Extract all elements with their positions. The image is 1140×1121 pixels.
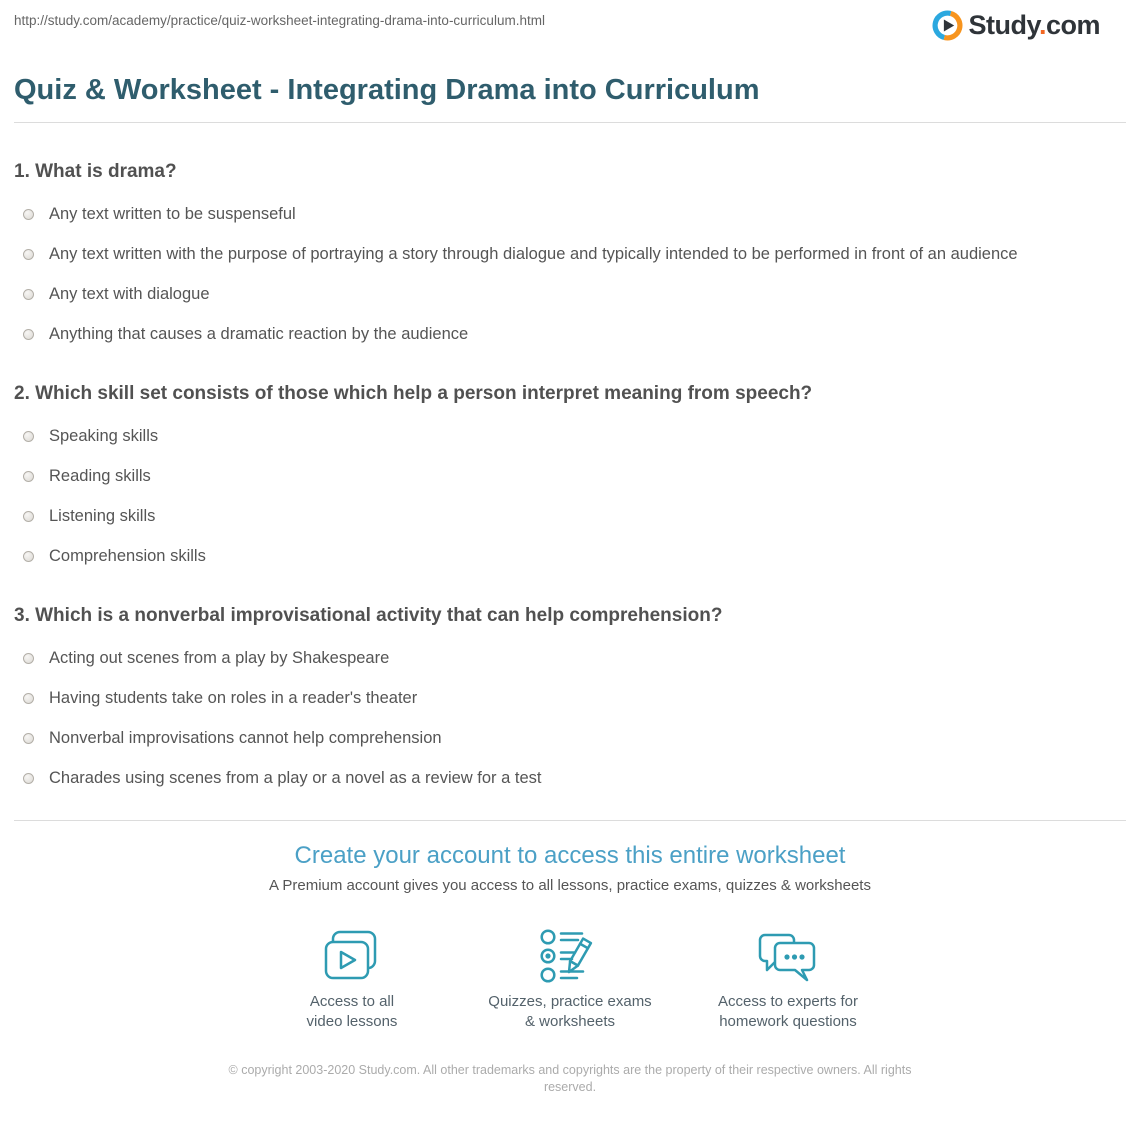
create-account-link[interactable]: Create your account to access this entire worksheet bbox=[294, 842, 846, 869]
option-label[interactable]: Any text written with the purpose of portraying a story through dialogue and typically intended to be performed in front of an audience bbox=[49, 245, 1018, 263]
question-3 bbox=[14, 605, 1126, 789]
feature-label: Access to all video lessons bbox=[306, 993, 398, 1030]
radio-button[interactable] bbox=[23, 551, 34, 562]
question-3-option-4[interactable] bbox=[14, 767, 1126, 789]
question-3-option-2[interactable] bbox=[14, 687, 1126, 709]
option-label[interactable]: Acting out scenes from a play by Shakespeare bbox=[49, 649, 390, 667]
question-1-option-1[interactable] bbox=[14, 203, 1126, 225]
radio-button[interactable] bbox=[23, 693, 34, 704]
logo-dot: . bbox=[1038, 10, 1046, 40]
question-1 bbox=[14, 161, 1126, 345]
radio-button[interactable] bbox=[23, 511, 34, 522]
question-2-option-4[interactable] bbox=[14, 545, 1126, 567]
cta-divider bbox=[14, 820, 1126, 821]
title-divider bbox=[14, 122, 1126, 123]
page-header bbox=[14, 0, 1126, 44]
option-label[interactable]: Anything that causes a dramatic reaction by the audience bbox=[49, 325, 469, 343]
study-logo-icon bbox=[932, 10, 968, 41]
premium-description: A Premium account gives you access to all lessons, practice exams, quizzes & worksheets bbox=[269, 877, 871, 894]
feature-quizzes-worksheets bbox=[461, 928, 679, 1032]
copyright-notice: © copyright 2003-2020 Study.com. All other trademarks and copyrights are the property of their respective owners. All rights reserved. bbox=[228, 1063, 912, 1094]
radio-button[interactable] bbox=[23, 471, 34, 482]
feature-expert-help bbox=[679, 928, 897, 1032]
radio-button[interactable] bbox=[23, 289, 34, 300]
question-2 bbox=[14, 383, 1126, 567]
radio-button[interactable] bbox=[23, 773, 34, 784]
question-2-heading: 2. Which skill set consists of those which help a person interpret meaning from speech? bbox=[14, 383, 813, 404]
option-label[interactable]: Reading skills bbox=[49, 467, 151, 485]
option-label[interactable]: Listening skills bbox=[49, 507, 156, 525]
feature-label: Quizzes, practice exams & worksheets bbox=[488, 993, 652, 1030]
option-label[interactable]: Any text with dialogue bbox=[49, 285, 210, 303]
option-label[interactable]: Comprehension skills bbox=[49, 547, 206, 565]
radio-button[interactable] bbox=[23, 209, 34, 220]
option-label[interactable]: Speaking skills bbox=[49, 427, 159, 445]
question-2-option-2[interactable] bbox=[14, 465, 1126, 487]
question-1-heading: 1. What is drama? bbox=[14, 161, 177, 182]
experts-chat-icon bbox=[679, 928, 897, 986]
question-3-option-1[interactable] bbox=[14, 647, 1126, 669]
feature-video-lessons bbox=[243, 928, 461, 1032]
option-label[interactable]: Nonverbal improvisations cannot help comprehension bbox=[49, 729, 442, 747]
option-label[interactable]: Charades using scenes from a play or a novel as a review for a test bbox=[49, 769, 542, 787]
question-1-option-2[interactable] bbox=[14, 243, 1126, 265]
option-label[interactable]: Having students take on roles in a reader's theater bbox=[49, 689, 418, 707]
radio-button[interactable] bbox=[23, 653, 34, 664]
video-lessons-icon bbox=[243, 928, 461, 986]
radio-button[interactable] bbox=[23, 431, 34, 442]
question-1-option-3[interactable] bbox=[14, 283, 1126, 305]
quizzes-worksheets-icon bbox=[461, 928, 679, 986]
question-3-option-3[interactable] bbox=[14, 727, 1126, 749]
study-logo-text: Study.com bbox=[968, 10, 1100, 40]
question-3-heading: 3. Which is a nonverbal improvisational activity that can help comprehension? bbox=[14, 605, 723, 626]
page-title: Quiz & Worksheet - Integrating Drama into Curriculum bbox=[14, 74, 760, 106]
radio-button[interactable] bbox=[23, 733, 34, 744]
question-2-option-3[interactable] bbox=[14, 505, 1126, 527]
study-logo[interactable] bbox=[932, 10, 1100, 41]
radio-button[interactable] bbox=[23, 249, 34, 260]
feature-label: Access to experts for homework questions bbox=[717, 993, 859, 1030]
page-url: http://study.com/academy/practice/quiz-worksheet-integrating-drama-into-curriculum.html bbox=[14, 13, 545, 28]
question-2-option-1[interactable] bbox=[14, 425, 1126, 447]
radio-button[interactable] bbox=[23, 329, 34, 340]
cta-section bbox=[14, 842, 1126, 1032]
feature-list bbox=[14, 928, 1126, 1032]
option-label[interactable]: Any text written to be suspenseful bbox=[49, 205, 296, 223]
question-1-option-4[interactable] bbox=[14, 323, 1126, 345]
